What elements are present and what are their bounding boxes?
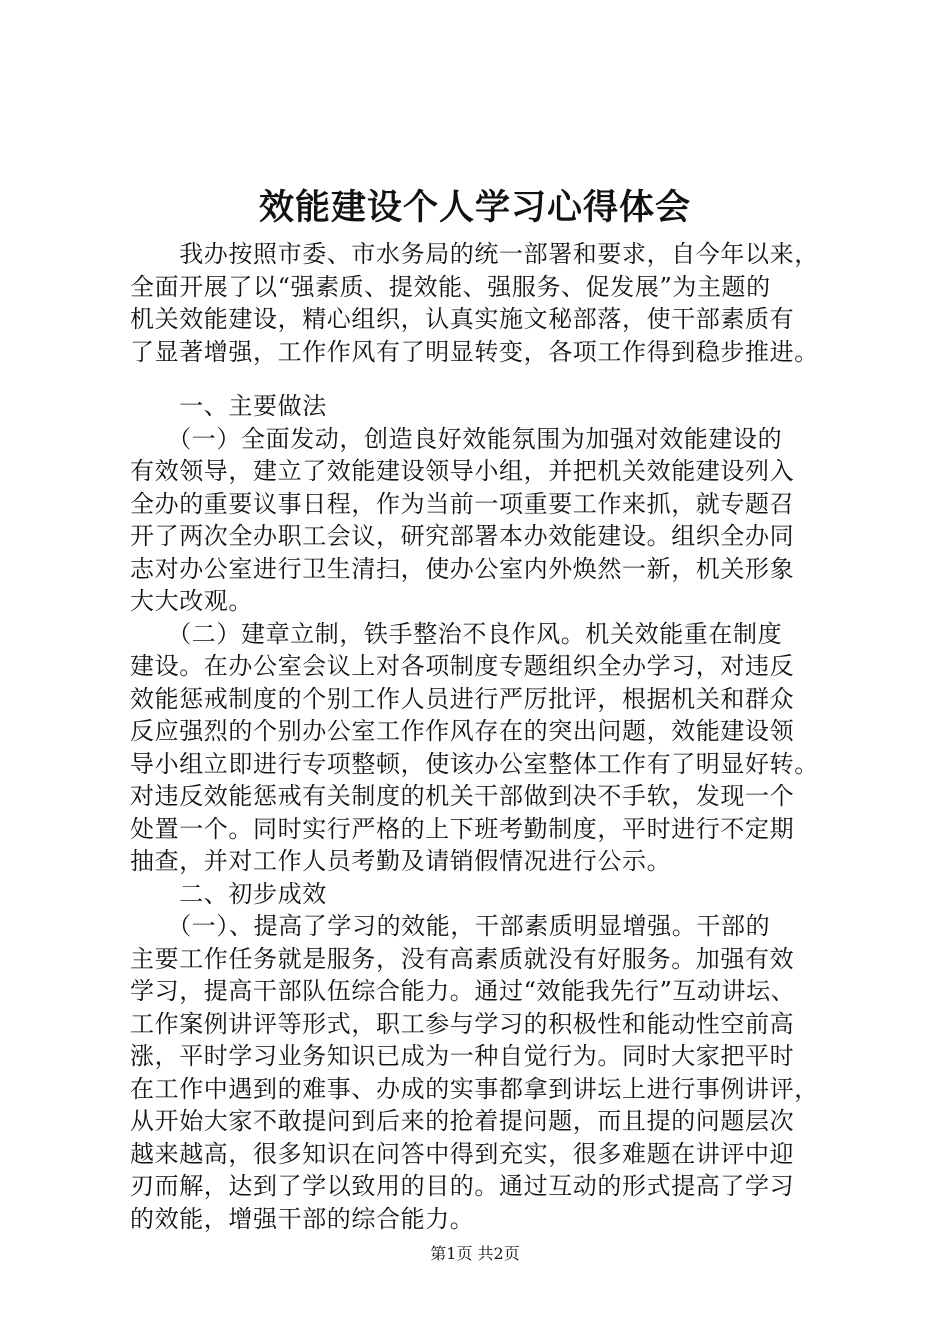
text-line: 开了两次全办职工会议，研究部署本办效能建设。组织全办同 [130, 522, 795, 550]
text-line: 的效能，增强干部的综合能力。 [130, 1204, 475, 1233]
text-line: 对违反效能惩戒有关制度的机关干部做到决不手软，发现一个 [130, 782, 795, 810]
text-line: 建设。在办公室会议上对各项制度专题组织全办学习，对违反 [130, 652, 795, 680]
text-line: 刃而解，达到了学以致用的目的。通过互动的形式提高了学习 [130, 1172, 795, 1200]
text-line: 有效领导，建立了效能建设领导小组，并把机关效能建设列入 [130, 457, 795, 485]
text-line: 主要工作任务就是服务，没有高素质就没有好服务。加强有效 [130, 944, 795, 973]
text-line: 反应强烈的个别办公室工作作风存在的突出问题，效能建设领 [130, 717, 795, 745]
text-line: 志对办公室进行卫生清扫，使办公室内外焕然一新，机关形象 [130, 554, 795, 583]
text-line: 了显著增强，工作作风有了明显转变，各项工作得到稳步推进。 [130, 337, 819, 366]
text-line: 效能惩戒制度的个别工作人员进行严厉批评，根据机关和群众 [130, 684, 795, 713]
text-line: 我办按照市委、市水务局的统一部署和要求，自今年以来， [130, 240, 819, 268]
text-line: 大大改观。 [130, 587, 253, 615]
section-heading: 二、初步成效 [130, 879, 327, 908]
text-line: （二）建章立制，铁手整治不良作风。机关效能重在制度 [130, 619, 783, 648]
text-line: 越来越高，很多知识在问答中得到充实，很多难题在讲评中迎 [130, 1139, 795, 1168]
text-line: 导小组立即进行专项整顿，使该办公室整体工作有了明显好转。 [130, 749, 819, 778]
text-line: 全面开展了以“强素质、提效能、强服务、促发展”为主题的 [130, 272, 771, 301]
document-body [130, 238, 850, 1235]
text-line: 处置一个。同时实行严格的上下班考勤制度，平时进行不定期 [130, 814, 795, 843]
text-line: 机关效能建设，精心组织，认真实施文秘部落，使干部素质有 [130, 305, 795, 333]
section-heading: 一、主要做法 [130, 392, 327, 420]
text-line: （一）全面发动，创造良好效能氛围为加强对效能建设的 [130, 424, 783, 453]
text-line: 在工作中遇到的难事、办成的实事都拿到讲坛上进行事例讲评， [130, 1074, 819, 1103]
text-line: 涨，平时学习业务知识已成为一种自觉行为。同时大家把平时 [130, 1042, 795, 1070]
text-line: 抽查，并对工作人员考勤及请销假情况进行公示。 [130, 847, 672, 875]
text-line: 学习，提高干部队伍综合能力。通过“效能我先行”互动讲坛、 [130, 977, 796, 1005]
text-line: 工作案例讲评等形式，职工参与学习的积极性和能动性空前高 [130, 1009, 795, 1038]
text-line: 全办的重要议事日程，作为当前一项重要工作来抓，就专题召 [130, 489, 795, 518]
blank-line [130, 368, 850, 390]
text-line: （一）、提高了学习的效能，干部素质明显增强。干部的 [130, 912, 771, 940]
text-line: 从开始大家不敢提问到后来的抢着提问题，而且提的问题层次 [130, 1107, 795, 1135]
page-number-footer: 第1页 共2页 [430, 1244, 520, 1263]
document-title: 效能建设个人学习心得体会 [258, 187, 691, 228]
